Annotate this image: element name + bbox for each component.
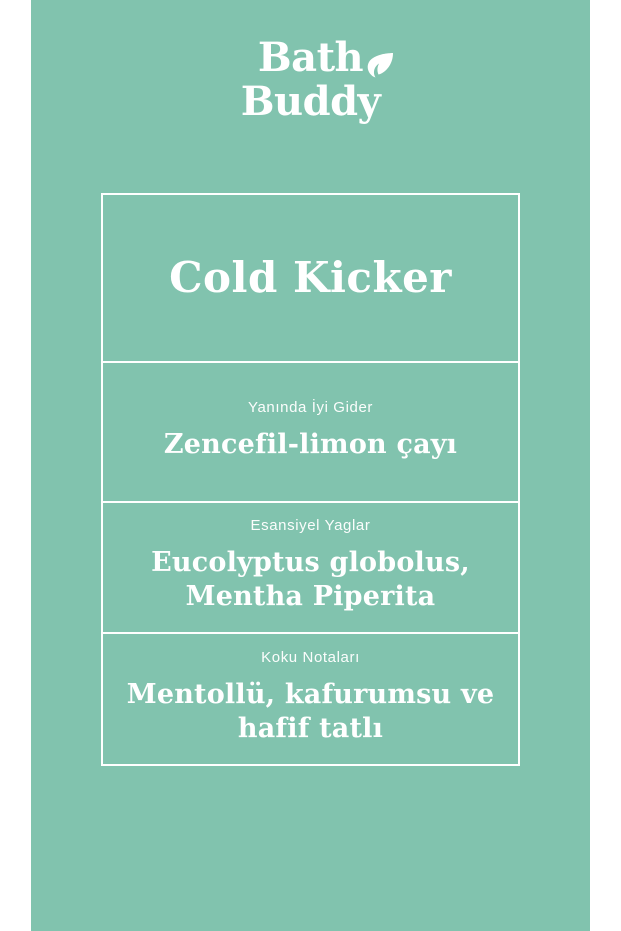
- row-value-scent-notes: Mentollü, kafurumsu ve hafif tatlı: [126, 678, 495, 744]
- table-row: [103, 363, 518, 503]
- product-card: [31, 0, 590, 931]
- row-label-scent-notes: Koku Notaları: [261, 648, 360, 666]
- row-value-essential-oils: Eucolyptus globolus, Mentha Piperita: [151, 547, 470, 612]
- table-row-title: [103, 195, 518, 363]
- row-label-essential-oils: Esansiyel Yaglar: [250, 517, 371, 534]
- info-table: [101, 193, 520, 766]
- row-value-pairing: Zencefil-limon çayı: [163, 428, 458, 460]
- leaf-icon: [363, 50, 397, 84]
- table-row: [103, 503, 518, 634]
- table-row: [103, 634, 518, 764]
- brand-line-2: Buddy: [240, 78, 381, 125]
- brand-logo: [31, 36, 590, 124]
- product-title: Cold Kicker: [169, 253, 452, 302]
- row-label-pairing: Yanında İyi Gider: [248, 398, 373, 416]
- brand-line-1: Bath: [257, 34, 364, 81]
